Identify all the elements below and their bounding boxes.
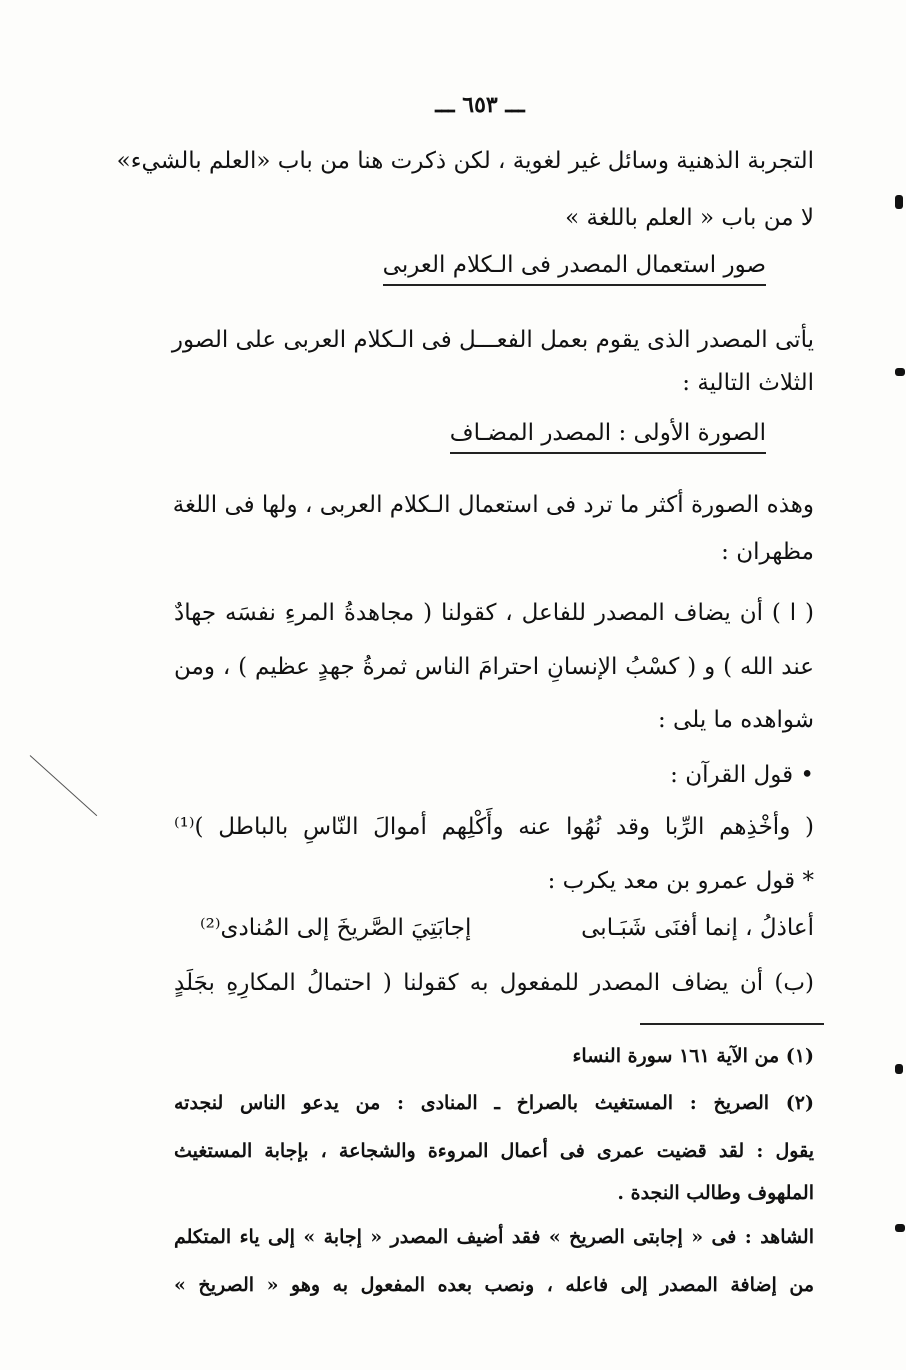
footnote-2: (٢) الصريخ : المستغيث بالصراخ ـ المنادى : من يدعو الناس لنجدته <box>174 1092 814 1114</box>
page-number: ـــ ٦٥٣ ـــ <box>435 92 525 118</box>
body-line-1: التجربة الذهنية وسائل غير لغوية ، لكن ذكرت هنا من باب «العلم بالشيء» <box>116 148 814 174</box>
footnote-2-commentary-end: الملهوف وطالب النجدة . <box>617 1182 814 1204</box>
footnote-1: (١) من الآية ١٦١ سورة النساء <box>572 1045 814 1067</box>
footnote-2-commentary: يقول : لقد قضيت عمرى فى أعمال المروءة والشجاعة ، بإجابة المستغيث <box>174 1140 814 1162</box>
body-line-7: ( ا ) أن يضاف المصدر للفاعل ، كقولنا ( مجاهدةُ المرءِ نفسَه جهادٌ <box>174 600 814 626</box>
scan-edge-mark-middle <box>895 368 905 376</box>
scan-edge-mark-bottom <box>895 1224 905 1232</box>
body-line-2: لا من باب « العلم باللغة » <box>565 205 814 231</box>
poet-intro: * قول عمرو بن معد يكرب : <box>547 868 814 894</box>
body-line-14: (ب) أن يضاف المصدر للمفعول به كقولنا ( احتمالُ المكارِهِ بجَلَدٍ <box>174 970 814 996</box>
footnote-separator <box>640 1023 824 1025</box>
body-line-9: شواهده ما يلى : <box>658 707 814 733</box>
section-heading-2: الصورة الأولى : المصدر المضـاف <box>450 420 766 454</box>
poem-first-half: أعاذلُ ، إنما أفنَى شَبَـابى <box>581 915 814 941</box>
scan-edge-mark-top <box>895 195 903 209</box>
scan-edge-mark-lower <box>895 1064 903 1074</box>
poem-second-half: إجابَتِيَ الصَّريخَ إلى المُنادى⁽²⁾ <box>200 915 472 941</box>
footnote-witness-end: من إضافة المصدر إلى فاعله ، ونصب بعده المفعول به وهو « الصريخ » <box>174 1274 814 1296</box>
quran-quote: ( وأخْذِهم الرِّبا وقد نُهُوا عنه وأَكْلِهم أموالَ النّاسِ بالباطل )⁽¹⁾ <box>174 814 814 840</box>
body-line-5: وهذه الصورة أكثر ما ترد فى استعمال الـكلام العربى ، ولها فى اللغة <box>172 492 814 518</box>
scan-scratch-line <box>30 755 98 816</box>
section-heading-1: صور استعمال المصدر فى الـكلام العربى <box>383 252 766 286</box>
footnote-witness: الشاهد : فى « إجابتى الصريخ » فقد أضيف المصدر « إجابة » إلى ياء المتكلم <box>174 1226 814 1248</box>
body-line-6: مظهران : <box>721 539 814 565</box>
body-line-8: عند الله ) و ( كسْبُ الإنسانِ احترامَ الناس ثمرةُ جهدٍ عظيم ) ، ومن <box>174 654 814 680</box>
body-line-4: الثلاث التالية : <box>682 370 814 396</box>
quran-intro: • قول القرآن : <box>670 762 814 788</box>
body-line-3: يأتى المصدر الذى يقوم بعمل الفعـــل فى الـكلام العربى على الصور <box>171 327 814 353</box>
